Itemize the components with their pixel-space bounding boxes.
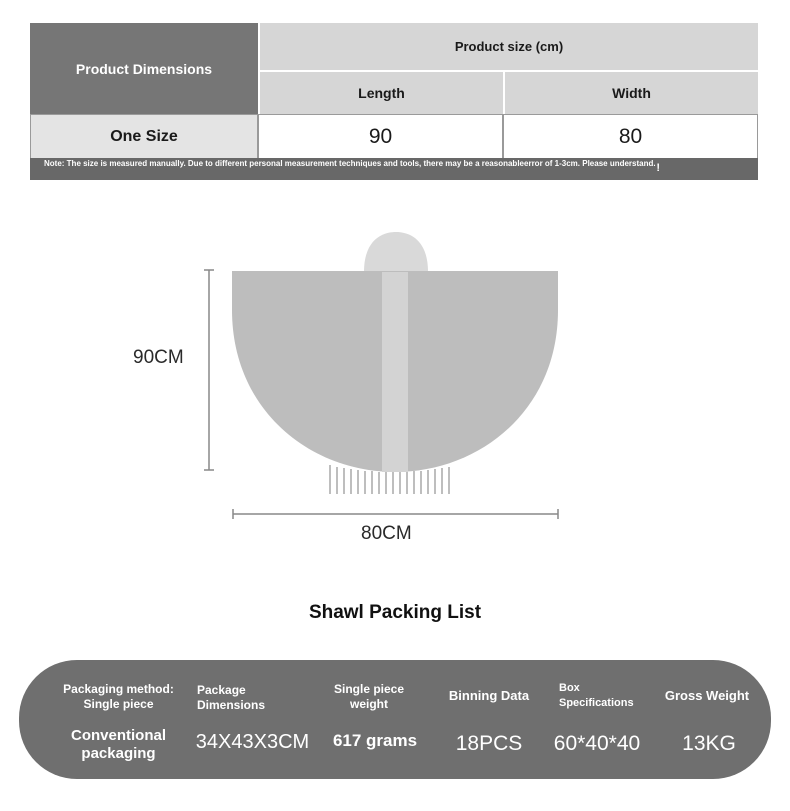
packaging-method-value: Conventional packaging (70, 727, 166, 762)
single-piece-weight-header: Single piece weight (333, 682, 405, 711)
width-value: 80 (503, 114, 758, 160)
length-value: 90 (258, 114, 503, 160)
shawl-diagram (0, 180, 790, 560)
width-label: 80CM (361, 523, 412, 544)
one-size-row-label: One Size (30, 114, 258, 160)
note-line-1: Note: The size is measured manually. Due to different personal measurement techniques and tools, there may be a reasonable (44, 159, 524, 168)
binning-data-header: Binning Data (448, 688, 530, 703)
packaging-method-header: Packaging method: Single piece (63, 682, 174, 711)
gross-weight-header: Gross Weight (664, 688, 750, 703)
note-mark: ! (656, 162, 660, 174)
product-size-header: Product size (cm) (258, 23, 758, 70)
binning-data-value: 18PCS (455, 732, 523, 755)
shawl-front-band (382, 272, 408, 472)
package-dimensions-header: Package Dimensions (197, 683, 266, 712)
shawl-illustration (0, 180, 790, 560)
single-piece-weight-value: 617 grams (332, 731, 418, 750)
width-column-header: Width (503, 70, 758, 114)
measurement-note (30, 158, 758, 180)
length-column-header: Length (258, 70, 503, 114)
size-table (30, 23, 758, 180)
package-dimensions-value: 34X43X3CM (195, 731, 310, 753)
note-line-2: error of 1-3cm. Please understand. (524, 159, 656, 168)
box-specifications-value: 60*40*40 (553, 732, 641, 755)
length-label: 90CM (133, 347, 184, 368)
gross-weight-value: 13KG (682, 732, 736, 755)
packing-list-title: Shawl Packing List (308, 602, 482, 623)
length-dimension-line (204, 270, 214, 470)
width-dimension-line (233, 509, 558, 519)
box-specifications-header: Box Specifications (559, 682, 634, 709)
product-dimensions-header: Product Dimensions (30, 23, 258, 114)
shawl-hood (364, 232, 428, 272)
packing-list-panel (19, 660, 771, 779)
